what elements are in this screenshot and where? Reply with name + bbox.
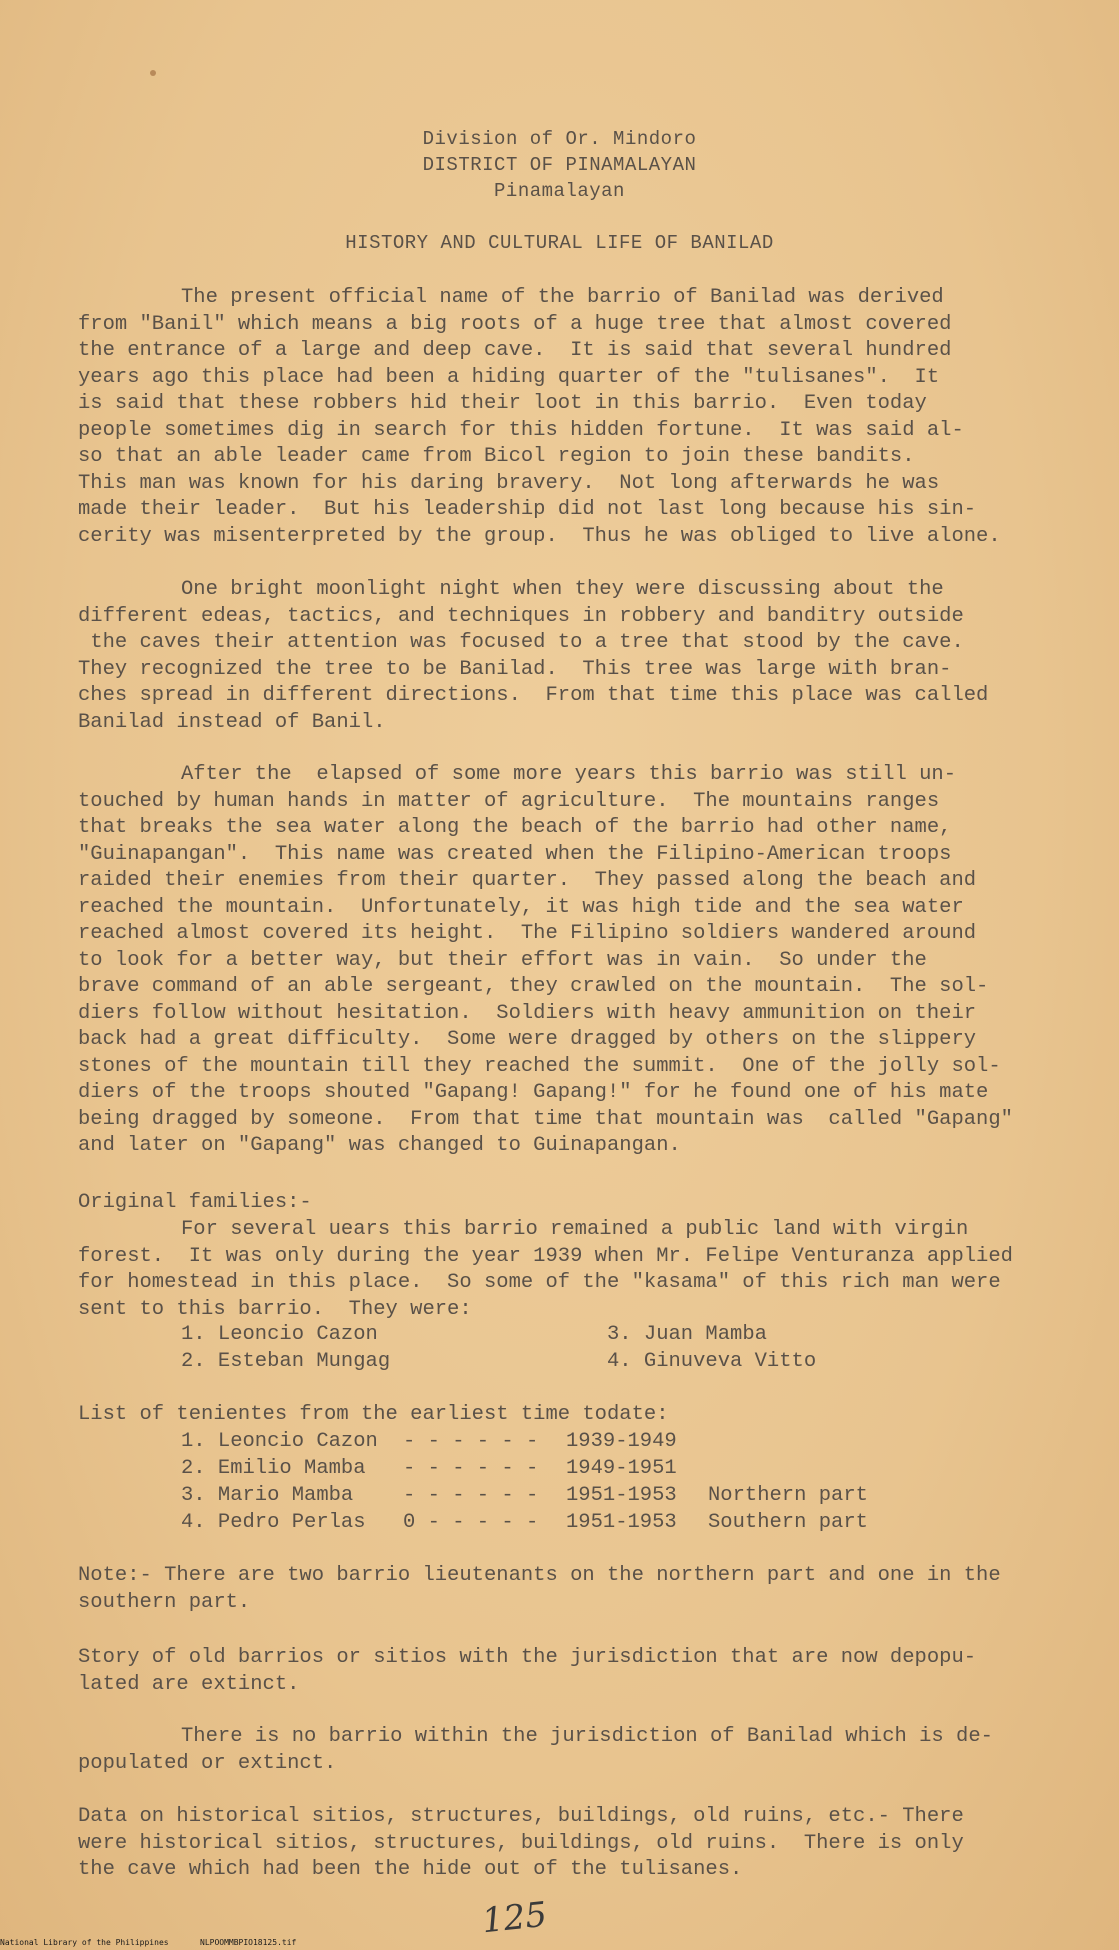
tenientes-heading: List of tenientes from the earliest time todate: bbox=[78, 1403, 669, 1426]
families-heading: Original families:- bbox=[78, 1191, 312, 1214]
family-item: 4. Ginuveva Vitto bbox=[607, 1350, 817, 1373]
district-line: DISTRICT OF PINAMALAYAN bbox=[422, 154, 697, 176]
teniente-name: 2. Emilio Mamba bbox=[181, 1457, 366, 1480]
teniente-name: 1. Leoncio Cazon bbox=[181, 1430, 378, 1453]
teniente-part: Northern part bbox=[708, 1484, 868, 1507]
paragraph-guinapangan: After the elapsed of some more years this barrio was still un- touched by human hands in matter of agriculture. The mountains ranges that breaks the sea water along the beach of the barrio had other name, "Guinapangan". This name was created when the Filipino-American troops raided their enemies from their quarter. They passed along the beach and reached the mountain. Unfortunately, it was high tide and the sea water reached almost covered its height. The Filipino soldiers wandered around to look for a better way, but their effort was in vain. So under the brave command of an able sergeant, they crawled on the mountain. The sol- diers follow without hesitation. Soldiers with heavy ammunition on their back had a great difficulty. Some were dragged by others on the slippery stones of the mountain till they reached the summit. One of the jolly sol- diers of the troops shouted "Gapang! Gapang!" for he found one of his mate being dragged by someone. From that time that mountain was called "Gapang" and later on "Gapang" was changed to Guinapangan. bbox=[78, 763, 1013, 1157]
teniente-name: 3. Mario Mamba bbox=[181, 1484, 354, 1507]
teniente-part: Southern part bbox=[708, 1511, 868, 1534]
footer-file: NLPOOMMBPIO18125.tif bbox=[200, 1938, 297, 1947]
teniente-dashes: - - - - - - bbox=[403, 1484, 539, 1507]
paper-speck bbox=[150, 70, 156, 76]
teniente-years: 1949-1951 bbox=[566, 1457, 677, 1480]
paragraph-origin: The present official name of the barrio of Banilad was derived from "Banil" which means a big roots of a huge tree that almost covered the entrance of a large and deep cave. It is said that several hundred years ago this place had been a hiding quarter of the "tulisanes". It is said that these robbers hid their loot in this barrio. Even today people sometimes dig in search for this hidden fortune. It was said al- so that an able leader came from Bicol region to join these bandits. This man was known for his daring bravery. Not long afterwards he was made their leader. But his leadership did not last long because his sin- cerity was misenterpreted by the group. Thus he was obliged to live alone. bbox=[78, 286, 1001, 548]
paragraph-depopulated: There is no barrio within the jurisdiction of Banilad which is de- populated or extinct. bbox=[78, 1725, 993, 1775]
teniente-years: 1951-1953 bbox=[566, 1484, 677, 1507]
town-line: Pinamalayan bbox=[494, 180, 625, 202]
footer-library: National Library of the Philippines bbox=[0, 1938, 169, 1947]
paragraph-naming: One bright moonlight night when they were discussing about the different edeas, tactics, and techniques in robbery and banditry outside the caves their attention was focused to a tree that stood by the cave. They recognized the tree to be Banilad. This tree was large with bran- ches spread in different directions. From that time this place was called Banilad instead of Banil. bbox=[78, 578, 989, 734]
teniente-dashes: - - - - - - bbox=[403, 1430, 539, 1453]
teniente-years: 1939-1949 bbox=[566, 1430, 677, 1453]
story-extinct-barrios: Story of old barrios or sitios with the jurisdiction that are now depopu- lated are extinct. bbox=[78, 1646, 977, 1696]
division-line: Division of Or. Mindoro bbox=[422, 128, 697, 150]
teniente-name: 4. Pedro Perlas bbox=[181, 1511, 366, 1534]
document-title: HISTORY AND CULTURAL LIFE OF BANILAD bbox=[345, 232, 774, 254]
paragraph-historical-sitios: Data on historical sitios, structures, buildings, old ruins, etc.- There were historical sitios, structures, buildings, old ruins. There is only the cave which had been the hide out of the tulisanes. bbox=[78, 1805, 964, 1881]
family-item: 3. Juan Mamba bbox=[607, 1323, 767, 1346]
handwritten-page-number: 125 bbox=[480, 1894, 549, 1942]
paragraph-homestead: For several uears this barrio remained a public land with virgin forest. It was only during the year 1939 when Mr. Felipe Venturanza applied for homestead in this place. So some of the "kasama" of this rich man were sent to this barrio. They were: bbox=[78, 1218, 1013, 1321]
teniente-years: 1951-1953 bbox=[566, 1511, 677, 1534]
teniente-dashes: - - - - - - bbox=[403, 1457, 539, 1480]
teniente-dashes: 0 - - - - - bbox=[403, 1511, 539, 1534]
family-item: 1. Leoncio Cazon bbox=[181, 1323, 378, 1346]
note-lieutenants: Note:- There are two barrio lieutenants on the northern part and one in the southern part. bbox=[78, 1564, 1001, 1614]
family-item: 2. Esteban Mungag bbox=[181, 1350, 391, 1373]
